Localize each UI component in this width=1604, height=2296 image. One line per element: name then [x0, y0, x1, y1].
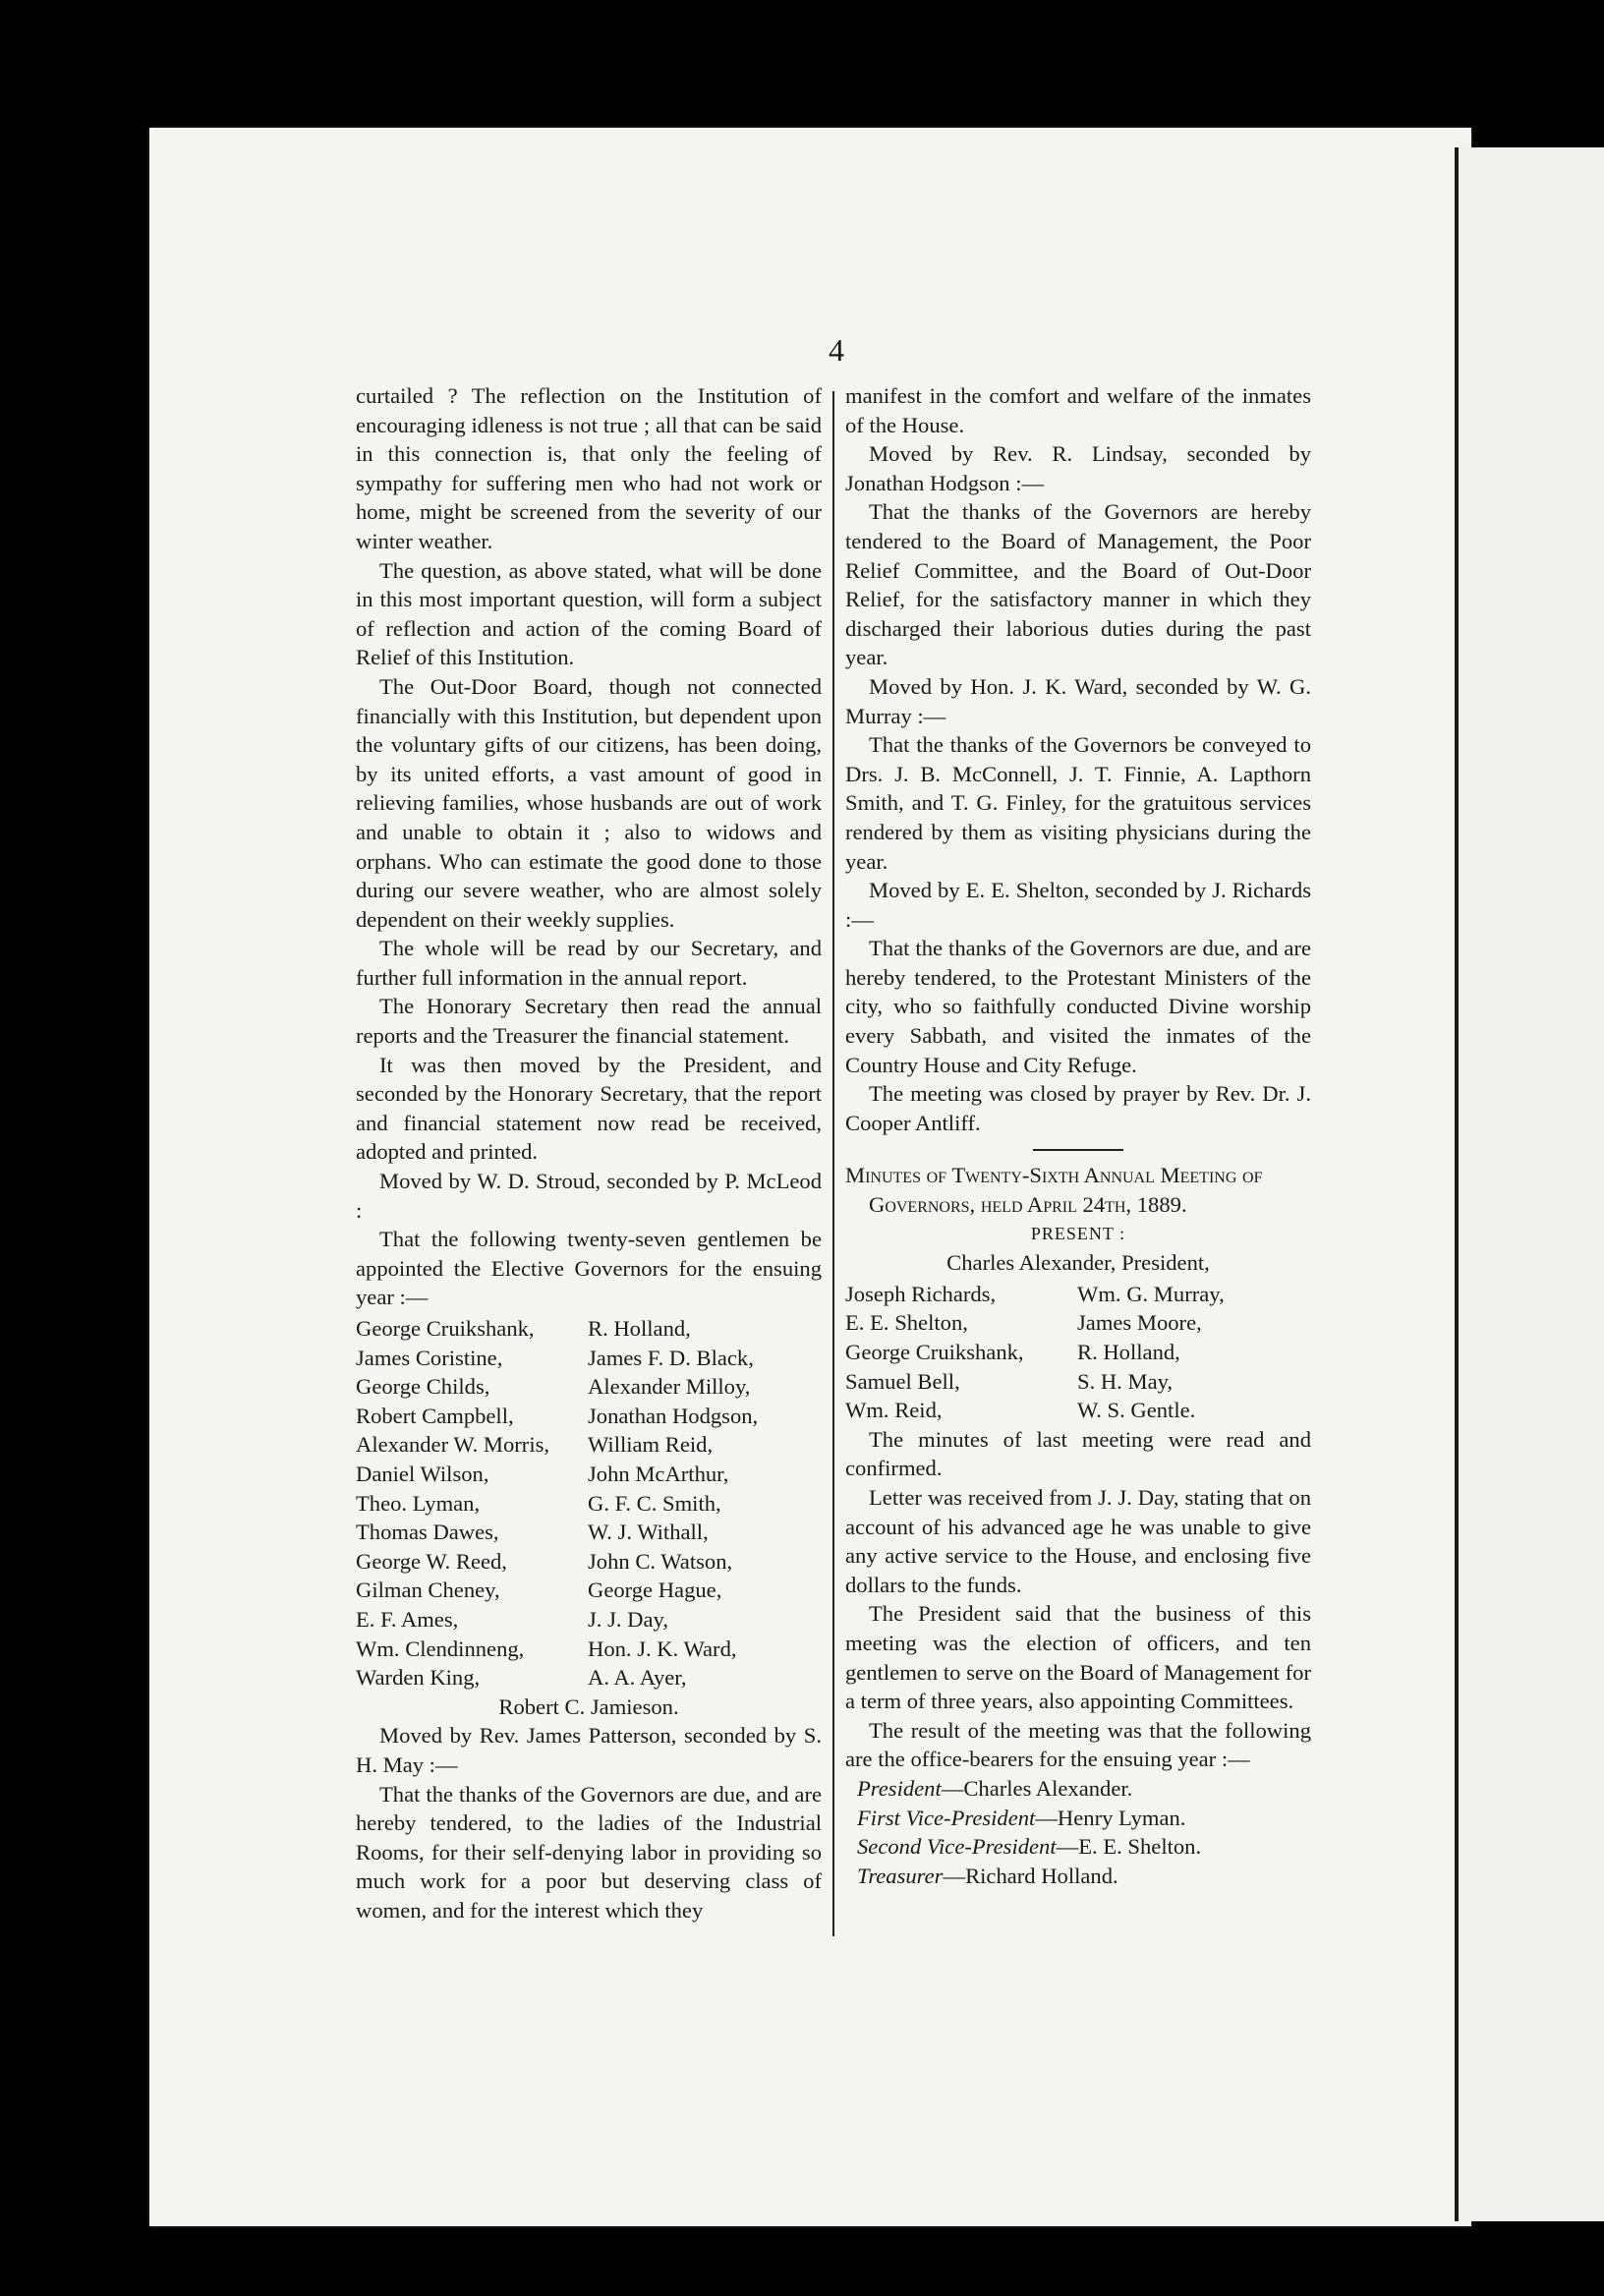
list-item: John McArthur, — [588, 1461, 729, 1486]
list-item: E. E. Shelton, — [845, 1310, 968, 1336]
list-item: S. H. May, — [1077, 1368, 1174, 1394]
next-page-edge — [1455, 147, 1604, 2221]
list-item: George Childs, — [356, 1374, 490, 1400]
paragraph: The question, as above stated, what will be done in this most important question, will form a subject of reflection and action of the coming Board of Relief of this Institution. — [356, 557, 822, 670]
resolution: That the thanks of the Governors are hereby tendered to the Board of Management, the Poor Relief Committee, and the Board of Out-Door Relief, for the satisfactory manner in which they discharged their laborious duties during the past year. — [845, 499, 1311, 670]
resolution: That the thanks of the Governors be conveyed to Drs. J. B. McConnell, J. T. Finnie, A. Lapthorn Smith, and T. G. Finley, for the gratuitous services rendered by them as visiting physicians during the year. — [845, 732, 1311, 874]
paragraph: Letter was received from J. J. Day, stating that on account of his advanced age he was unable to give any active service to the House, and enclosing five dollars to the funds. — [845, 1484, 1311, 1597]
motion: Moved by Rev. R. Lindsay, seconded by Jonathan Hodgson :— — [845, 441, 1311, 495]
list-item: Alexander W. Morris, — [356, 1432, 550, 1458]
list-item: J. J. Day, — [588, 1606, 669, 1632]
list-item: John C. Watson, — [588, 1548, 733, 1574]
left-column — [356, 381, 822, 1924]
officer-title: President — [857, 1775, 942, 1801]
list-item: Robert C. Jamieson. — [498, 1693, 679, 1719]
list-item: Thomas Dawes, — [356, 1520, 499, 1545]
present-list — [845, 1280, 1311, 1425]
page-number: 4 — [829, 332, 844, 368]
list-item: E. F. Ames, — [356, 1606, 459, 1632]
paragraph: The Honorary Secretary then read the annual reports and the Treasurer the financial statement. — [356, 994, 822, 1049]
officer-title: Treasurer — [857, 1863, 944, 1888]
motion: Moved by Hon. J. K. Ward, seconded by W. G. Murray :— — [845, 673, 1311, 728]
list-item: Daniel Wilson, — [356, 1461, 489, 1486]
list-item: G. F. C. Smith, — [588, 1490, 721, 1516]
list-item: William Reid, — [588, 1432, 714, 1458]
resolution: That the thanks of the Governors are due, and are hereby tendered, to the Protestant Ministers of the city, who so faithfully conducted Divine worship every Sabbath, and visited the inmates of the Country House and City Refuge. — [845, 936, 1311, 1077]
governors-list-left — [356, 1314, 588, 1693]
paragraph: The President said that the business of this meeting was the election of officers, and ten gentlemen to serve on the Board of Management for a term of three years, also appointing Committees. — [845, 1601, 1311, 1714]
list-item: George Cruikshank, — [356, 1316, 535, 1341]
officer-president — [845, 1774, 1311, 1804]
list-item: James Moore, — [1077, 1310, 1202, 1336]
list-item: R. Holland, — [588, 1316, 691, 1341]
list-item: George Cruikshank, — [845, 1340, 1024, 1364]
governors-list — [356, 1314, 822, 1693]
paragraph: curtailed ? The reflection on the Institution of encouraging idleness is not true ; all that can be said in this connection is, that only the feeling of sympathy for suffering men who had not work or home, might be screened from the severity of our winter weather. — [356, 383, 822, 553]
list-item: A. A. Ayer, — [588, 1665, 687, 1691]
list-item: Wm. G. Murray, — [1077, 1281, 1225, 1306]
paragraph: The whole will be read by our Secretary, and further full information in the annual report. — [356, 936, 822, 990]
list-item: Wm. Clendinneng, — [356, 1636, 525, 1661]
list-item: Gilman Cheney, — [356, 1578, 500, 1603]
officer-name: —Henry Lyman. — [1035, 1805, 1186, 1830]
list-item: R. Holland, — [1077, 1340, 1180, 1364]
paragraph: The result of the meeting was that the following are the office-bearers for the ensuing year :— — [845, 1717, 1311, 1772]
officer-title: First Vice-President — [857, 1805, 1036, 1830]
list-item: James F. D. Black, — [588, 1345, 754, 1370]
list-item: W. S. Gentle. — [1077, 1398, 1196, 1423]
officer-first-vice-president — [845, 1804, 1311, 1833]
right-column — [845, 381, 1311, 1890]
paragraph: The minutes of last meeting were read and confirmed. — [845, 1426, 1311, 1481]
list-item: Warden King, — [356, 1665, 481, 1691]
section-divider — [1033, 1149, 1123, 1151]
officer-name: —E. E. Shelton. — [1056, 1834, 1202, 1860]
officer-name: —Richard Holland. — [943, 1863, 1118, 1888]
resolution: That the thanks of the Governors are due, and are hereby tendered, to the ladies of the Industrial Rooms, for their self-denying labor in providing so much work for a poor but deserving class of women, and for the interest which they — [356, 1781, 822, 1923]
officer-second-vice-president — [845, 1832, 1311, 1862]
list-item: Alexander Milloy, — [588, 1374, 751, 1400]
list-item: Theo. Lyman, — [356, 1490, 481, 1516]
paragraph: The meeting was closed by prayer by Rev. Dr. J. Cooper Antliff. — [845, 1081, 1311, 1135]
motion: Moved by Rev. James Patterson, seconded by S. H. May :— — [356, 1723, 822, 1777]
list-item: Samuel Bell, — [845, 1368, 960, 1394]
motion: Moved by W. D. Stroud, seconded by P. McLeod : — [356, 1169, 822, 1223]
list-item: James Coristine, — [356, 1345, 503, 1370]
paragraph: The Out-Door Board, though not connected financially with this Institution, but dependent upon the voluntary gifts of our citizens, has been doing, by its united efforts, a vast amount of good in relieving families, whose husbands are out of work and unable to obtain it ; also to widows and orphans. Who can estimate the good done to those during our severe weather, who are almost solely dependent on their weekly supplies. — [356, 673, 822, 932]
list-item: Robert Campbell, — [356, 1403, 514, 1428]
present-heading: PRESENT : — [1030, 1223, 1126, 1243]
present-president: Charles Alexander, President, — [946, 1250, 1210, 1276]
officer-treasurer — [845, 1862, 1311, 1891]
list-item: W. J. Withall, — [588, 1520, 709, 1545]
officer-title: Second Vice-President — [857, 1834, 1057, 1860]
present-list-left — [845, 1280, 1077, 1425]
list-item: George Hague, — [588, 1578, 722, 1603]
paragraph: manifest in the comfort and welfare of the inmates of the House. — [845, 383, 1311, 437]
list-item: Jonathan Hodgson, — [588, 1403, 759, 1428]
column-divider — [832, 391, 834, 1936]
list-item: George W. Reed, — [356, 1548, 507, 1574]
present-list-right — [1077, 1280, 1311, 1425]
resolution: That the following twenty-seven gentlemen be appointed the Elective Governors for the ensuing year :— — [356, 1227, 822, 1310]
list-item: Wm. Reid, — [845, 1398, 943, 1423]
governors-list-right — [588, 1314, 822, 1693]
paragraph: It was then moved by the President, and seconded by the Honorary Secretary, that the report and financial statement now read be received, adopted and printed. — [356, 1052, 822, 1165]
motion: Moved by E. E. Shelton, seconded by J. Richards :— — [845, 878, 1311, 932]
minutes-heading: Minutes of Twenty-Sixth Annual Meeting of Governors, held April 24th, 1889. — [845, 1163, 1263, 1218]
officer-name: —Charles Alexander. — [941, 1775, 1133, 1801]
list-item: Joseph Richards, — [845, 1281, 997, 1306]
list-item: Hon. J. K. Ward, — [588, 1636, 737, 1661]
